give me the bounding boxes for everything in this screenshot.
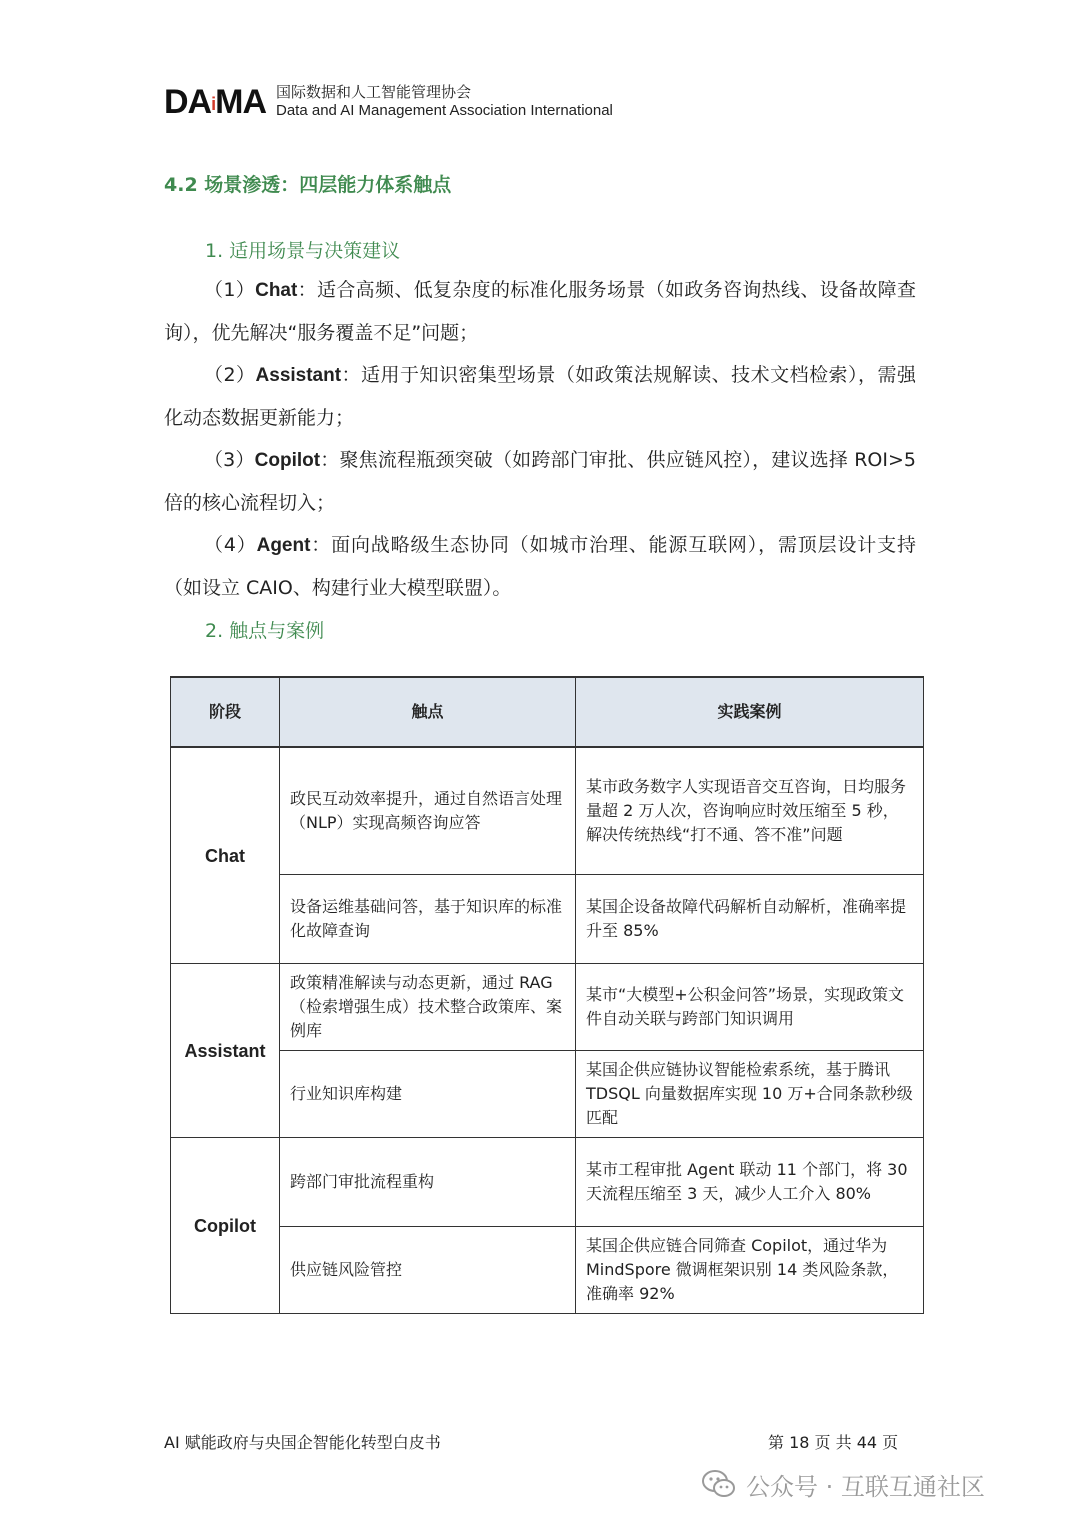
wechat-watermark: [702, 1466, 985, 1502]
header-touchpoint: 触点: [280, 677, 576, 747]
stage-copilot: Copilot: [171, 1138, 280, 1314]
stage-assistant: Assistant: [171, 964, 280, 1138]
section-title: 4.2 场景渗透：四层能力体系触点: [164, 174, 452, 196]
para-text: ：适用于知识密集型场景（如政策法规解读、技术文档检索），需强化动态数据更新能力；: [164, 364, 916, 429]
paragraph-copilot: [164, 439, 916, 524]
table-row: [171, 875, 924, 964]
para-keyword: Agent: [256, 535, 311, 556]
touchpoint-cell: 政策精准解读与动态更新，通过 RAG（检索增强生成）技术整合政策库、案例库: [280, 964, 576, 1051]
case-cell: 某国企供应链合同筛查 Copilot，通过华为 MindSpore 微调框架识别 14 类风险条款，准确率 92%: [576, 1227, 924, 1314]
para-prefix: （1）: [204, 279, 256, 301]
touchpoint-cell: 跨部门审批流程重构: [280, 1138, 576, 1227]
case-cell: 某国企供应链协议智能检索系统，基于腾讯 TDSQL 向量数据库实现 10 万+合同条款秒级匹配: [576, 1051, 924, 1138]
touchpoint-cell: 行业知识库构建: [280, 1051, 576, 1138]
header-stage: 阶段: [171, 677, 280, 747]
table-header-row: [171, 677, 924, 747]
case-cell: 某市工程审批 Agent 联动 11 个部门，将 30 天流程压缩至 3 天，减少人工介入 80%: [576, 1138, 924, 1227]
watermark-text: 公众号 · 互联互通社区: [746, 1472, 985, 1501]
para-prefix: （2）: [204, 364, 256, 386]
para-keyword: Copilot: [254, 450, 321, 471]
table-row: [171, 747, 924, 875]
paragraph-agent: [164, 524, 916, 609]
para-keyword: Chat: [255, 280, 298, 301]
table-row: [171, 1138, 924, 1227]
case-cell: 某国企设备故障代码解析自动解析，准确率提升至 85%: [576, 875, 924, 964]
footer-doc-title: AI 赋能政府与央国企智能化转型白皮书: [164, 1433, 441, 1452]
touchpoint-cell: 设备运维基础问答，基于知识库的标准化故障查询: [280, 875, 576, 964]
para-text: ：聚焦流程瓶颈突破（如跨部门审批、供应链风控），建议选择 ROI>5 倍的核心流程切入；: [164, 449, 917, 514]
organization-name: [276, 83, 696, 121]
para-text: ：适合高频、低复杂度的标准化服务场景（如政务咨询热线、设备故障查询），优先解决“服务覆盖不足”问题；: [164, 279, 916, 344]
wechat-icon: [702, 1469, 736, 1499]
touchpoint-cell: 政民互动效率提升，通过自然语言处理（NLP）实现高频咨询应答: [280, 747, 576, 875]
header-case: 实践案例: [576, 677, 924, 747]
table-row: [171, 1051, 924, 1138]
paragraph-chat: [164, 269, 916, 354]
paragraph-assistant: [164, 354, 916, 439]
case-cell: 某市政务数字人实现语音交互咨询，日均服务量超 2 万人次，咨询响应时效压缩至 5 秒，解决传统热线“打不通、答不准”问题: [576, 747, 924, 875]
org-name-en: Data and AI Management Association International: [276, 102, 613, 119]
subhead-cases: 2. 触点与案例: [205, 620, 325, 642]
stage-chat: Chat: [171, 747, 280, 964]
org-name-cn: 国际数据和人工智能管理协会: [276, 83, 472, 101]
para-keyword: Assistant: [255, 365, 342, 386]
touchpoint-case-table: [170, 676, 924, 1314]
touchpoint-cell: 供应链风险管控: [280, 1227, 576, 1314]
table-row: [171, 1227, 924, 1314]
daima-logo: $DA^iMA$: [164, 83, 267, 121]
para-prefix: （4）: [204, 534, 257, 556]
footer-page-info: 第 18 页 共 44 页: [768, 1433, 899, 1452]
table-row: [171, 964, 924, 1051]
case-cell: 某市“大模型+公积金问答”场景，实现政策文件自动关联与跨部门知识调用: [576, 964, 924, 1051]
subhead-scenarios: 1. 适用场景与决策建议: [205, 240, 401, 262]
para-prefix: （3）: [204, 449, 255, 471]
para-text: ：面向战略级生态协同（如城市治理、能源互联网），需顶层设计支持（如设立 CAIO、构建行业大模型联盟）。: [164, 534, 916, 599]
